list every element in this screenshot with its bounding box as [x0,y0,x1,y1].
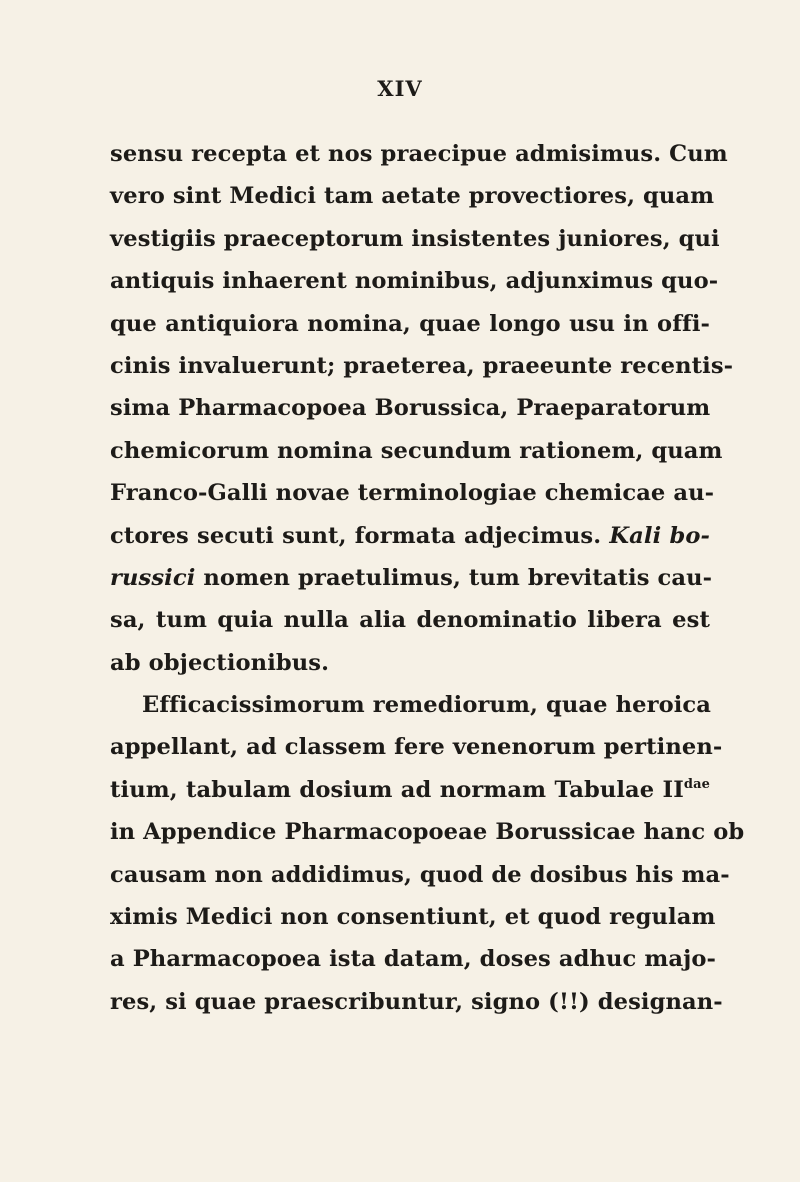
text-line-paragraph-start: Efficacissimorum remediorum, quae heroica [142,692,712,719]
text-line: ximis Medici non consentiunt, et quod regulam [110,904,716,931]
text-line-after: nomen praetulimus, tum brevitatis cau- [195,564,713,591]
text-line [110,769,710,811]
text-line: cinis invaluerunt; praeterea, praeeunte recentis- [110,352,734,379]
text-line-before: ctores secuti sunt, formata adjecimus. [110,522,610,549]
text-line: appellant, ad classem fere venenorum pertinen- [110,734,723,761]
text-line: in Appendice Pharmacopoeae Borussicae hanc ob [110,819,745,846]
text-line: res, si quae praescribuntur, signo (!!) designan- [110,988,723,1015]
superscript: dae [683,776,710,792]
text-line: vestigiis praeceptorum insistentes juniores, qui [110,225,720,252]
text-line: causam non addidimus, quod de dosibus his ma- [110,861,730,888]
text-line: chemicorum nomina secundum rationem, quam [110,437,723,464]
text-line: sa, tum quia nulla alia denominatio libera est [110,607,710,634]
text-line [110,515,710,557]
text-line: sima Pharmacopoea Borussica, Praeparatorum [110,395,711,422]
text-line: antiquis inhaerent nominibus, adjunximus quo- [110,268,719,295]
text-line: Franco-Galli novae terminologiae chemicae au- [110,480,715,507]
text-line-main: tium, tabulam dosium ad normam Tabulae II [110,776,684,803]
text-line: vero sint Medici tam aetate provectiores, quam [110,183,715,210]
text-line [110,557,713,599]
text-line: sensu recepta et nos praecipue admisimus. Cum [110,141,728,167]
text-line: que antiquiora nomina, quae longo usu in offi- [110,310,710,337]
page-number: XIV [377,76,423,101]
italic-term: Kali bo- [609,522,710,549]
text-line: a Pharmacopoea ista datam, doses adhuc majo- [110,946,717,973]
text-line-paragraph-end: ab objectionibus. [110,649,330,676]
body-text [110,133,745,1023]
italic-term: russici [110,564,196,591]
